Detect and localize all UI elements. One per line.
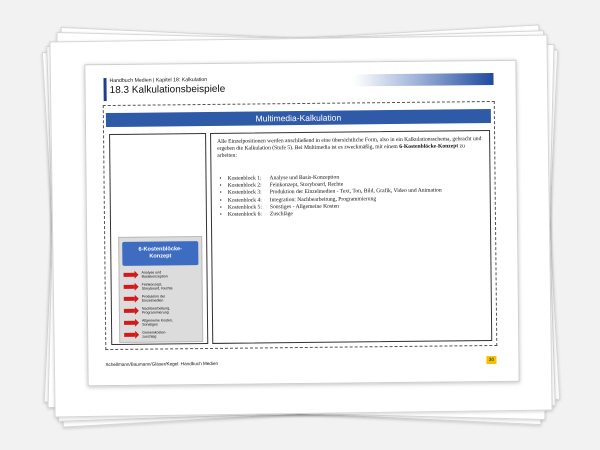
content-frame xyxy=(103,101,498,350)
panel-item xyxy=(124,318,200,331)
arrow-right-icon xyxy=(124,285,135,289)
panel-item-label: Produktion der Einzelmedien xyxy=(141,294,166,303)
page-title: 18.3 Kalkulationsbeispiele xyxy=(109,83,226,97)
section-banner: Multimedia-Kalkulation xyxy=(106,109,491,127)
panel-item-label: Allgemeine Kosten, Sonstiges xyxy=(141,318,174,327)
arrow-right-icon xyxy=(124,273,135,277)
cost-block-label: Kostenblock 5: xyxy=(227,204,262,211)
cost-block-text: Zuschläge xyxy=(269,211,293,218)
header-gradient-bar xyxy=(353,73,493,86)
arrow-right-icon xyxy=(124,309,135,313)
cost-block-label: Kostenblock 4: xyxy=(227,197,262,204)
text-panel xyxy=(210,130,492,344)
header-accent-bar xyxy=(103,78,106,101)
cost-block-label: Kostenblock 6: xyxy=(227,211,262,218)
panel-item xyxy=(124,330,200,343)
arrow-right-icon xyxy=(124,321,135,325)
cost-block-label: Kostenblock 1: xyxy=(227,175,262,182)
breadcrumb: Handbuch Medien | Kapitel 18: Kalkulation xyxy=(109,76,208,85)
cost-block-text: Feinkonzept, Storyboard, Rechte xyxy=(269,181,344,189)
footer-authors: Schellmann/Baumann/Gläser/Kegel: Handbuch Medien xyxy=(105,360,219,368)
panel-item xyxy=(123,270,199,283)
panel-item-label: Analyse und Basiskonzeption xyxy=(141,270,168,279)
cost-blocks-panel xyxy=(118,236,203,343)
panel-item-label: Nachbearbeitung, Programmierung xyxy=(141,306,171,315)
cost-block-label: Kostenblock 2: xyxy=(227,182,262,189)
cost-block-label: Kostenblock 3: xyxy=(227,189,262,197)
arrow-right-icon xyxy=(124,333,135,337)
slide-page xyxy=(84,60,519,387)
panel-item xyxy=(124,282,200,295)
panel-item-label: Feinkonzept, Storyboard, Rechte xyxy=(141,282,173,291)
panel-item xyxy=(124,294,200,307)
arrow-right-icon xyxy=(124,297,135,301)
intro-paragraph xyxy=(217,136,485,160)
cost-blocks-panel-title xyxy=(122,241,198,266)
list-item xyxy=(220,209,486,219)
panel-title-text: 6-Kostenblöcke- Konzept xyxy=(138,246,183,260)
intro-text: Alle Einzelpositionen werden anschließend in eine übersichtliche Form, also in ein Kalkulationsschema, gebracht und ergeben die Kalkulation (Stufe 5). Bei Multimedia ist es zweckmäßig, mit einem xyxy=(217,136,482,153)
page-number-badge: 30 xyxy=(486,356,496,364)
panel-item-label: Gemeinkosten- zuschlag xyxy=(142,330,167,339)
cost-block-text: Sonstiges - Allgemeine Kosten xyxy=(269,203,340,211)
panel-item xyxy=(124,306,200,319)
cost-block-text: Integration: Nachbearbeitung, Programmierung xyxy=(269,195,377,203)
intro-highlight: 6-Kostenblöcke-Konzept xyxy=(399,143,459,151)
intro-text-end: zu arbeiten: xyxy=(217,143,465,160)
cost-block-text: Analyse und Basis-Konzeption xyxy=(269,174,340,182)
side-panel xyxy=(109,133,208,345)
cost-block-list xyxy=(220,173,486,219)
cost-block-text: Produktion der Einzelmedien - Text, Ton, Bild, Grafik, Video und Animation xyxy=(269,187,442,196)
